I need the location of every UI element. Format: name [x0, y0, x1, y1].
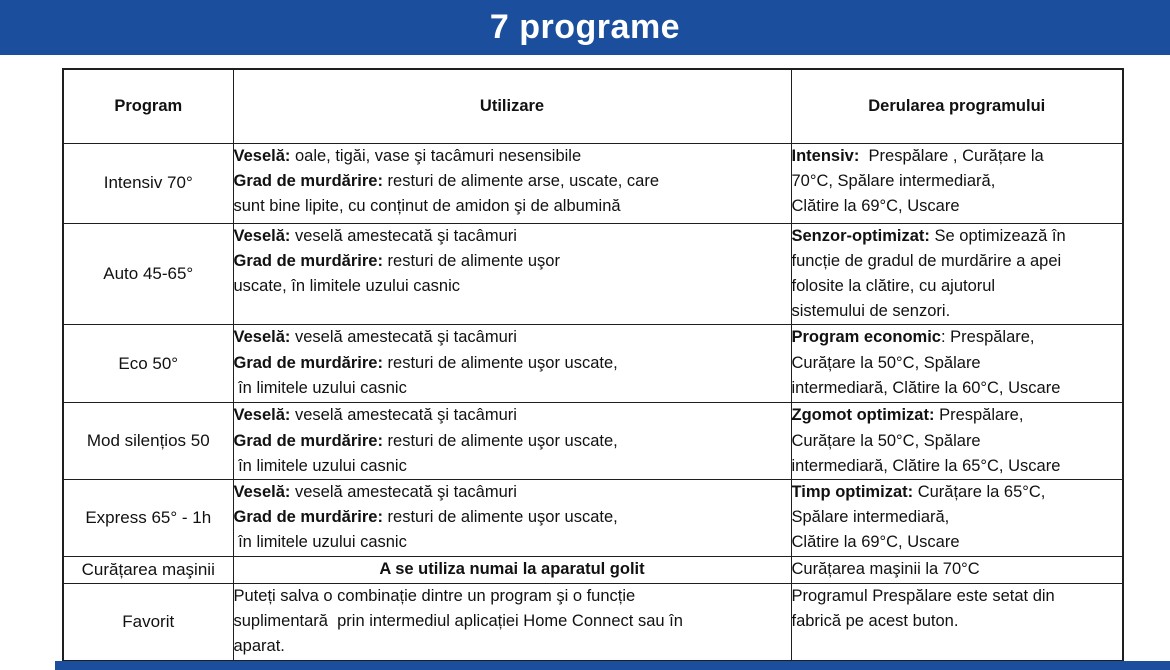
- text-segment: Clătire la 69°C, Uscare: [791, 533, 960, 552]
- text-line: [792, 429, 1123, 454]
- text-line: [234, 249, 791, 274]
- text-segment: oale, tigăi, vase şi tacâmuri nesensibile: [290, 146, 582, 165]
- text-line: [234, 194, 791, 219]
- text-line: [792, 480, 1123, 505]
- bold-text-segment: Senzor-optimizat:: [791, 226, 930, 245]
- text-line: [792, 530, 1123, 555]
- text-line: [234, 429, 791, 454]
- table-row: [63, 583, 1123, 660]
- text-segment: veselă amestecată şi tacâmuri: [290, 406, 517, 425]
- text-segment: Clătire la 69°C, Uscare: [791, 196, 960, 215]
- text-segment: funcție de gradul de murdărire a apei: [791, 251, 1062, 270]
- page-title: 7 programe: [489, 8, 681, 46]
- text-segment: resturi de alimente uşor uscate,: [382, 431, 618, 450]
- utilizare-cell: [233, 403, 791, 480]
- text-line: [234, 169, 791, 194]
- utilizare-cell: [233, 223, 791, 325]
- text-line: [234, 144, 791, 169]
- text-line: [792, 505, 1123, 530]
- bold-text-segment: Grad de murdărire:: [233, 251, 383, 270]
- text-line: [792, 557, 1123, 582]
- program-cell: Auto 45-65°: [63, 223, 233, 325]
- text-segment: resturi de alimente arse, uscate, care: [382, 171, 660, 190]
- table-header-row: [63, 69, 1123, 143]
- text-segment: fabrică pe acest buton.: [791, 612, 959, 631]
- text-line: [792, 194, 1123, 219]
- text-line: [792, 609, 1123, 634]
- bold-text-segment: Veselă:: [233, 406, 291, 425]
- text-segment: veselă amestecată şi tacâmuri: [290, 226, 517, 245]
- text-line: [234, 403, 791, 428]
- text-line: [792, 403, 1123, 428]
- bottom-accent-bar: [55, 661, 1170, 670]
- text-line: [234, 376, 791, 401]
- text-segment: : Prespălare,: [940, 328, 1035, 347]
- text-line: [792, 249, 1123, 274]
- title-bar: [0, 0, 1170, 55]
- bold-text-segment: Grad de murdărire:: [233, 508, 383, 527]
- bold-text-segment: Veselă:: [233, 482, 291, 501]
- text-segment: Spălare intermediară,: [791, 508, 950, 527]
- text-segment: uscate, în limitele uzului casnic: [233, 276, 461, 295]
- program-cell: Curățarea maşinii: [63, 556, 233, 583]
- bold-text-segment: Grad de murdărire:: [233, 431, 383, 450]
- text-line: [234, 584, 791, 609]
- text-segment: Programul Prespălare este setat din: [791, 586, 1055, 605]
- text-line: [792, 376, 1123, 401]
- text-segment: sunt bine lipite, cu conținut de amidon şi de albumină: [233, 196, 621, 215]
- text-segment: Prespălare,: [934, 406, 1024, 425]
- header-row: [63, 69, 1123, 143]
- text-segment: Prespălare , Curățare la: [859, 146, 1044, 165]
- text-line: [792, 299, 1123, 324]
- text-segment: în limitele uzului casnic: [233, 533, 407, 552]
- table-row: [63, 403, 1123, 480]
- text-line: [234, 224, 791, 249]
- text-line: [234, 634, 791, 659]
- bold-text-segment: Zgomot optimizat:: [791, 406, 935, 425]
- text-line: [234, 505, 791, 530]
- text-segment: resturi de alimente uşor: [382, 251, 560, 270]
- program-cell: Express 65° - 1h: [63, 479, 233, 556]
- column-header: Program: [63, 69, 233, 143]
- text-line: [792, 351, 1123, 376]
- text-line: [234, 480, 791, 505]
- derulare-cell: [791, 583, 1123, 660]
- bold-text-segment: Grad de murdărire:: [233, 353, 383, 372]
- utilizare-cell: [233, 556, 791, 583]
- text-line: [234, 557, 791, 582]
- text-segment: Curățare la 50°C, Spălare: [791, 353, 981, 372]
- bold-text-segment: Intensiv:: [791, 146, 860, 165]
- text-segment: resturi de alimente uşor uscate,: [382, 353, 618, 372]
- bold-text-segment: Program economic: [791, 328, 941, 347]
- bold-text-segment: Timp optimizat:: [791, 482, 914, 501]
- text-line: [792, 454, 1123, 479]
- table-body: [63, 143, 1123, 661]
- utilizare-cell: [233, 479, 791, 556]
- text-line: [792, 274, 1123, 299]
- bold-text-segment: Veselă:: [233, 328, 291, 347]
- bold-text-segment: Grad de murdărire:: [233, 171, 383, 190]
- text-segment: aparat.: [233, 637, 285, 656]
- text-segment: Curățarea maşinii la 70°C: [791, 559, 980, 578]
- text-segment: suplimentară prin intermediul aplicației Home Connect sau în: [233, 612, 683, 631]
- table-row: [63, 325, 1123, 403]
- text-segment: Curățare la 50°C, Spălare: [791, 431, 981, 450]
- text-line: [234, 454, 791, 479]
- text-segment: veselă amestecată şi tacâmuri: [290, 482, 517, 501]
- derulare-cell: [791, 325, 1123, 403]
- derulare-cell: [791, 143, 1123, 223]
- text-segment: Se optimizează în: [929, 226, 1066, 245]
- text-segment: veselă amestecată şi tacâmuri: [290, 328, 517, 347]
- text-line: [234, 274, 791, 299]
- text-line: [792, 169, 1123, 194]
- text-segment: folosite la clătire, cu ajutorul: [791, 276, 996, 295]
- utilizare-cell: [233, 325, 791, 403]
- text-segment: sistemului de senzori.: [791, 302, 951, 321]
- bold-text-segment: Veselă:: [233, 146, 291, 165]
- text-line: [792, 325, 1123, 350]
- text-segment: în limitele uzului casnic: [233, 378, 407, 397]
- utilizare-cell: [233, 583, 791, 660]
- text-segment: 70°C, Spălare intermediară,: [791, 171, 996, 190]
- program-cell: Intensiv 70°: [63, 143, 233, 223]
- table-row: [63, 556, 1123, 583]
- program-cell: Eco 50°: [63, 325, 233, 403]
- programs-table: [62, 68, 1124, 662]
- program-cell: Favorit: [63, 583, 233, 660]
- text-line: [234, 609, 791, 634]
- table-row: [63, 479, 1123, 556]
- program-cell: Mod silențios 50: [63, 403, 233, 480]
- derulare-cell: [791, 403, 1123, 480]
- text-segment: intermediară, Clătire la 60°C, Uscare: [791, 378, 1061, 397]
- text-segment: în limitele uzului casnic: [233, 456, 407, 475]
- text-line: [234, 351, 791, 376]
- derulare-cell: [791, 556, 1123, 583]
- text-segment: intermediară, Clătire la 65°C, Uscare: [791, 456, 1061, 475]
- text-line: [234, 530, 791, 555]
- text-segment: resturi de alimente uşor uscate,: [382, 508, 618, 527]
- table-row: [63, 143, 1123, 223]
- derulare-cell: [791, 479, 1123, 556]
- column-header: Utilizare: [233, 69, 791, 143]
- utilizare-cell: [233, 143, 791, 223]
- bold-text-segment: A se utiliza numai la aparatul golit: [379, 559, 645, 578]
- column-header: Derularea programului: [791, 69, 1123, 143]
- bold-text-segment: Veselă:: [233, 226, 291, 245]
- text-line: [792, 224, 1123, 249]
- text-line: [792, 144, 1123, 169]
- text-line: [792, 584, 1123, 609]
- table-row: [63, 223, 1123, 325]
- text-line: [234, 325, 791, 350]
- text-segment: Puteți salva o combinație dintre un program şi o funcție: [233, 586, 636, 605]
- derulare-cell: [791, 223, 1123, 325]
- text-segment: Curățare la 65°C,: [913, 482, 1046, 501]
